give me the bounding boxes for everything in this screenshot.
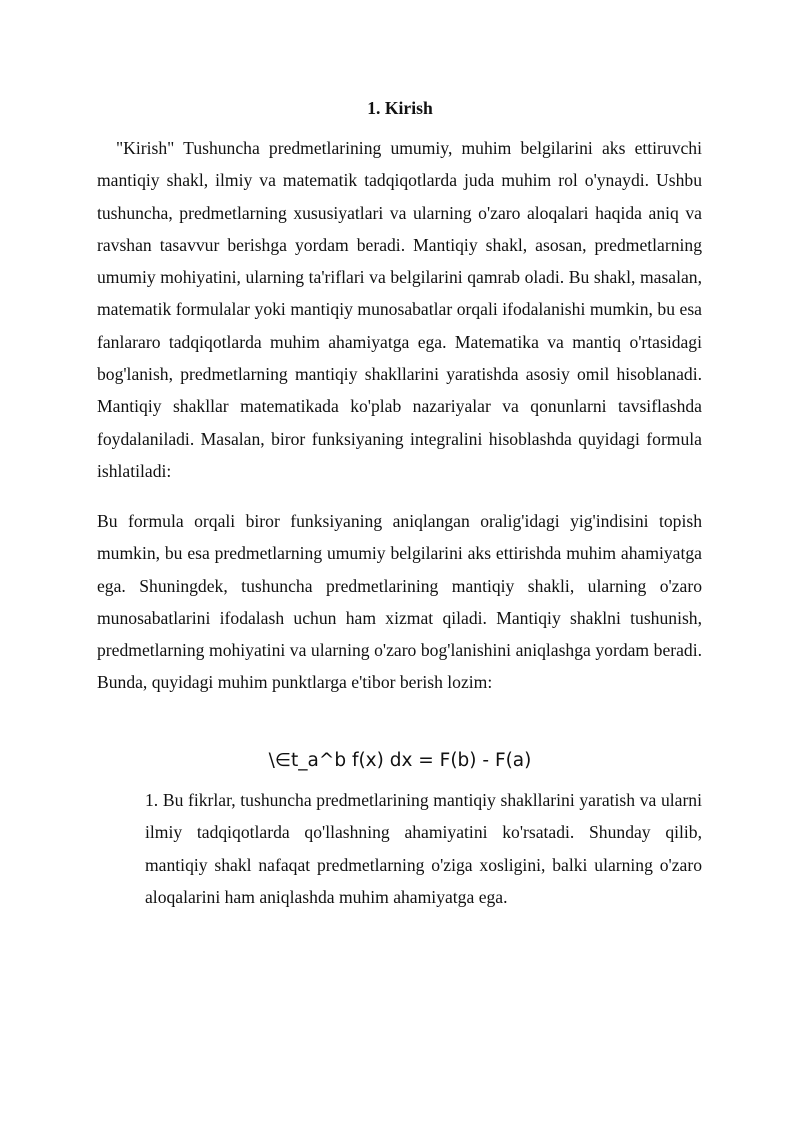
section-heading: 1. Kirish [367,98,433,118]
list-item: 1. Bu fikrlar, tushuncha predmetlarining mantiqiy shakllarini yaratish va ularni ilmiy tadqiqotlarda qo'llashning ahamiyatini ko'rsatadi. Shunday qilib, mantiqiy shakl nafaqat predmetlarning o'ziga xosligini, balki ularning o'zaro aloqalarini ham aniqlashda muhim ahamiyatga ega. [145,790,702,907]
integral-formula: \∈t_a^b f(x) dx = F(b) - F(a) [268,750,532,771]
paragraph-formula-explanation: Bu formula orqali biror funksiyaning aniqlangan oralig'idagi yig'indisini topish mumkin, bu esa predmetlarning umumiy belgilarini aks ettirishda muhim ahamiyatga ega. Shuningdek, tushuncha predmetlarining mantiqiy shakli, ularning o'zaro munosabatlarini ifodalash uchun ham xizmat qiladi. Mantiqiy shaklni tushunish, predmetlarning mohiyatini va ularning o'zaro bog'lanishini aniqlashga yordam beradi. Bunda, quyidagi muhim punktlarga e'tibor berish lozim: [97,511,702,693]
paragraph-intro: "Kirish" Tushuncha predmetlarining umumiy, muhim belgilarini aks ettiruvchi mantiqiy shakl, ilmiy va matematik tadqiqotlarda juda muhim rol o'ynaydi. Ushbu tushuncha, predmetlarning xususiyatlari va ularning o'zaro aloqalari haqida aniq va ravshan tasavvur berishga yordam beradi. Mantiqiy shakl, asosan, predmetlarning umumiy mohiyatini, ularning ta'riflari va belgilarini qamrab oladi. Bu shakl, masalan, matematik formulalar yoki mantiqiy munosabatlar orqali ifodalanishi mumkin, bu esa fanlararo tadqiqotlarda muhim ahamiyatga ega. Matematika va mantiq o'rtasidagi bog'lanish, predmetlarning mantiqiy shakllarini yaratishda asosiy omil hisoblanadi. Mantiqiy shakllar matematikada ko'plab nazariyalar va qonunlarni tavsiflashda foydalaniladi. Masalan, biror funksiyaning integralini hisoblashda quyidagi formula ishlatiladi: [97,138,702,481]
